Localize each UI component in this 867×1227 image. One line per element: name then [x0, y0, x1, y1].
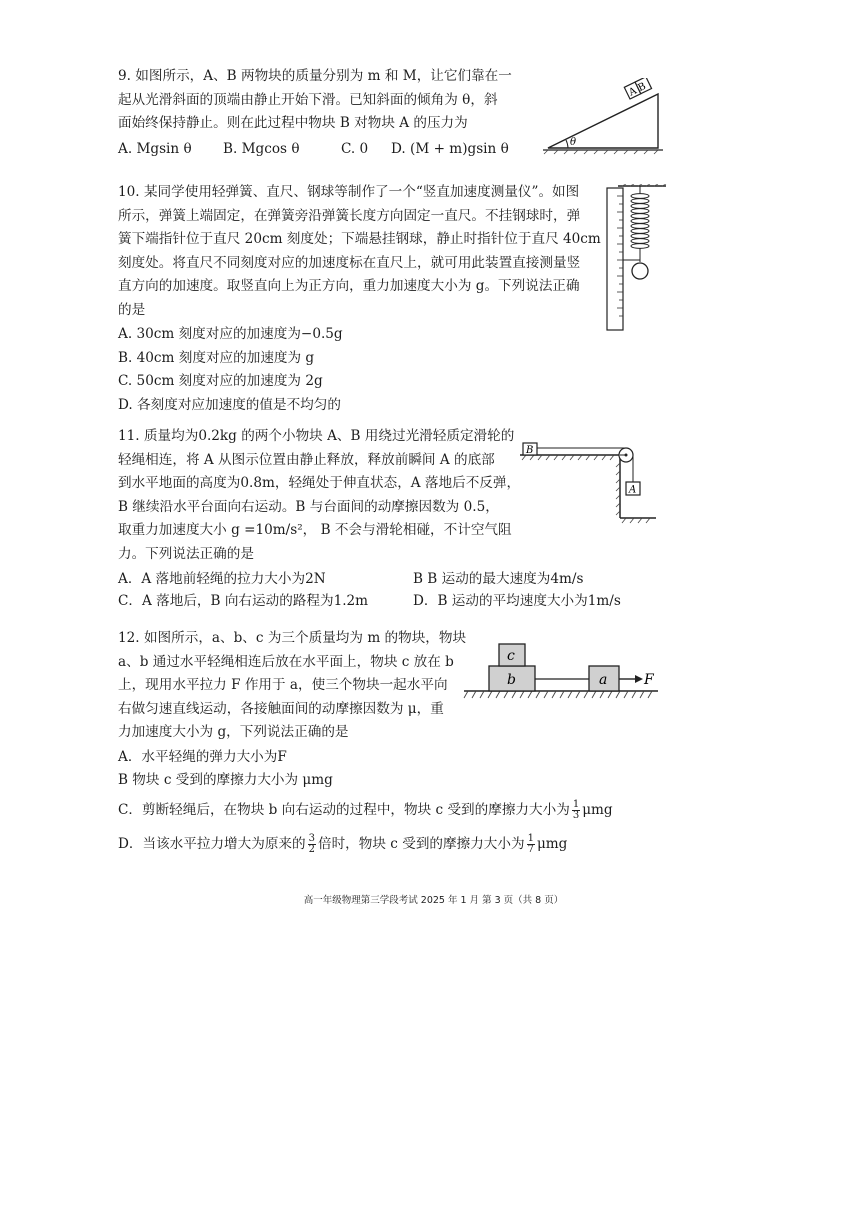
q10-line-1: 10. 某同学使用轻弹簧、直尺、钢球等制作了一个“竖直加速度测量仪”。如图: [118, 184, 580, 200]
q10-option-b: B. 40cm 刻度对应的加速度为 g: [118, 349, 315, 366]
q12-line-2: a、b 通过水平轻绳相连后放在水平面上，物块 c 放在 b: [118, 653, 454, 670]
q12-force-label: F: [644, 672, 654, 688]
q11-options-row-2: [118, 590, 621, 612]
q12-block-c-label: c: [507, 648, 515, 664]
q9-option-c: C. 0: [341, 140, 369, 157]
q10-option-a: A. 30cm 刻度对应的加速度为−0.5g: [118, 326, 343, 342]
q11-pulley-figure: [516, 438, 658, 530]
q12-option-d: [118, 831, 613, 859]
q9-line-2: 起从光滑斜面的顶端由静止开始下滑。已知斜面的倾角为 θ，斜: [118, 91, 498, 108]
q12-line-3: 上，现用水平拉力 F 作用于 a，使三个物块一起水平向: [118, 677, 448, 693]
q11-option-c: C．A 落地后，B 向右运动的路程为1.2m: [118, 593, 369, 609]
q9-option-d: D. (M + m)gsin θ: [391, 140, 509, 157]
q11-line-6: 力。下列说法正确的是: [118, 545, 254, 562]
q12-option-b: B 物块 c 受到的摩擦力大小为 μmg: [118, 772, 333, 788]
q12-option-d-denominator-1: 2: [308, 844, 315, 855]
q12-line-5: 力加速度大小为 g，下列说法正确的是: [118, 724, 349, 740]
q12-option-d-numerator-2: 1: [527, 833, 534, 844]
q12-option-c-tail: μmg: [582, 801, 613, 818]
q12-option-d-denominator-2: 7: [527, 844, 534, 855]
q12-line-4: 右做匀速直线运动，各接触面间的动摩擦因数为 μ，重: [118, 700, 444, 717]
q9-block-label: AB: [627, 79, 651, 99]
q10-spring-ruler-figure: [604, 184, 668, 332]
q12-option-a: A．水平轻绳的弹力大小为F: [118, 748, 287, 765]
q10-line-5: 直方向的加速度。取竖直向上为正方向，重力加速度大小为 g。下列说法正确: [118, 278, 580, 294]
q12-option-c-text: C．剪断轻绳后，在物块 b 向右运动的过程中，物块 c 受到的摩擦力大小为: [118, 801, 570, 818]
q11-line-2: 轻绳相连，将 A 从图示位置由静止释放，释放前瞬间 A 的底部: [118, 451, 495, 468]
q10-line-2: 所示，弹簧上端固定，在弹簧旁沿弹簧长度方向固定一直尺。不挂钢球时，弹: [118, 207, 581, 224]
question-9: [118, 65, 512, 160]
q11-option-b: B B 运动的最大速度为4m/s: [413, 571, 584, 587]
q11-line-5: 取重力加速度大小 g =10m/s²， B 不会与滑轮相碰，不计空气阻: [118, 522, 512, 538]
q9-line-1: 9. 如图所示，A、B 两物块的质量分别为 m 和 M，让它们靠在一: [118, 68, 512, 84]
q11-line-4: B 继续沿水平台面向右运动。B 与台面间的动摩擦因数为 0.5，: [118, 498, 499, 515]
q10-line-3: 簧下端指针位于直尺 20cm 刻度处；下端悬挂钢球，静止时指针位于直尺 40cm: [118, 231, 601, 247]
q12-option-d-numerator-1: 3: [308, 833, 315, 844]
q10-option-d: D. 各刻度对应加速度的值是不均匀的: [118, 396, 341, 413]
q9-option-b: B. Mgcos θ: [223, 140, 300, 157]
q12-block-b-label: b: [507, 672, 516, 688]
q11-block-a-label: A: [629, 484, 637, 496]
q12-blocks-figure: [462, 638, 662, 708]
q9-line-3: 面始终保持静止。则在此过程中物块 B 对物块 A 的压力为: [118, 115, 468, 131]
q11-block-b-label: B: [526, 445, 534, 456]
q10-option-c: C. 50cm 刻度对应的加速度为 2g: [118, 373, 323, 389]
page-footer: 高一年级物理第三学段考试 2025 年 1 月 第 3 页（共 8 页）: [303, 895, 564, 906]
q12-option-d-fraction-1: [308, 834, 316, 855]
question-10: [118, 181, 601, 417]
q11-line-1: 11. 质量均为0.2kg 的两个小物块 A、B 用绕过光滑轻质定滑轮的: [118, 428, 515, 444]
q10-line-4: 刻度处。将直尺不同刻度对应的加速度标在直尺上，就可用此装置直接测量竖: [118, 254, 581, 271]
q12-option-c: [118, 797, 613, 825]
q11-option-d: D．B 运动的平均速度大小为1m/s: [413, 593, 621, 609]
q11-options-row-1: [118, 568, 621, 590]
q9-incline-figure: [538, 78, 668, 156]
q10-line-6: 的是: [118, 301, 146, 318]
q12-option-c-fraction: [572, 800, 580, 821]
q11-line-3: 到水平地面的高度为0.8m，轻绳处于伸直状态，A 落地后不反弹，: [118, 475, 521, 491]
q12-option-d-text-1: D．当该水平拉力增大为原来的: [118, 835, 306, 852]
q12-option-c-numerator: 1: [572, 799, 580, 810]
q12-option-c-denominator: 3: [572, 810, 580, 821]
q12-option-d-fraction-2: [527, 834, 535, 855]
q9-angle-label: θ: [570, 137, 577, 148]
q12-block-a-label: a: [599, 672, 608, 688]
q12-option-d-tail: μmg: [536, 835, 568, 852]
q9-option-a: A. Mgsin θ: [118, 140, 192, 157]
q12-option-d-text-2: 倍时，物块 c 受到的摩擦力大小为: [318, 835, 525, 852]
q12-line-1: 12. 如图所示，a、b、c 为三个质量均为 m 的物块，物块: [118, 630, 467, 646]
q9-options: [118, 138, 512, 160]
q11-option-a: A．A 落地前轻绳的拉力大小为2N: [118, 571, 326, 587]
